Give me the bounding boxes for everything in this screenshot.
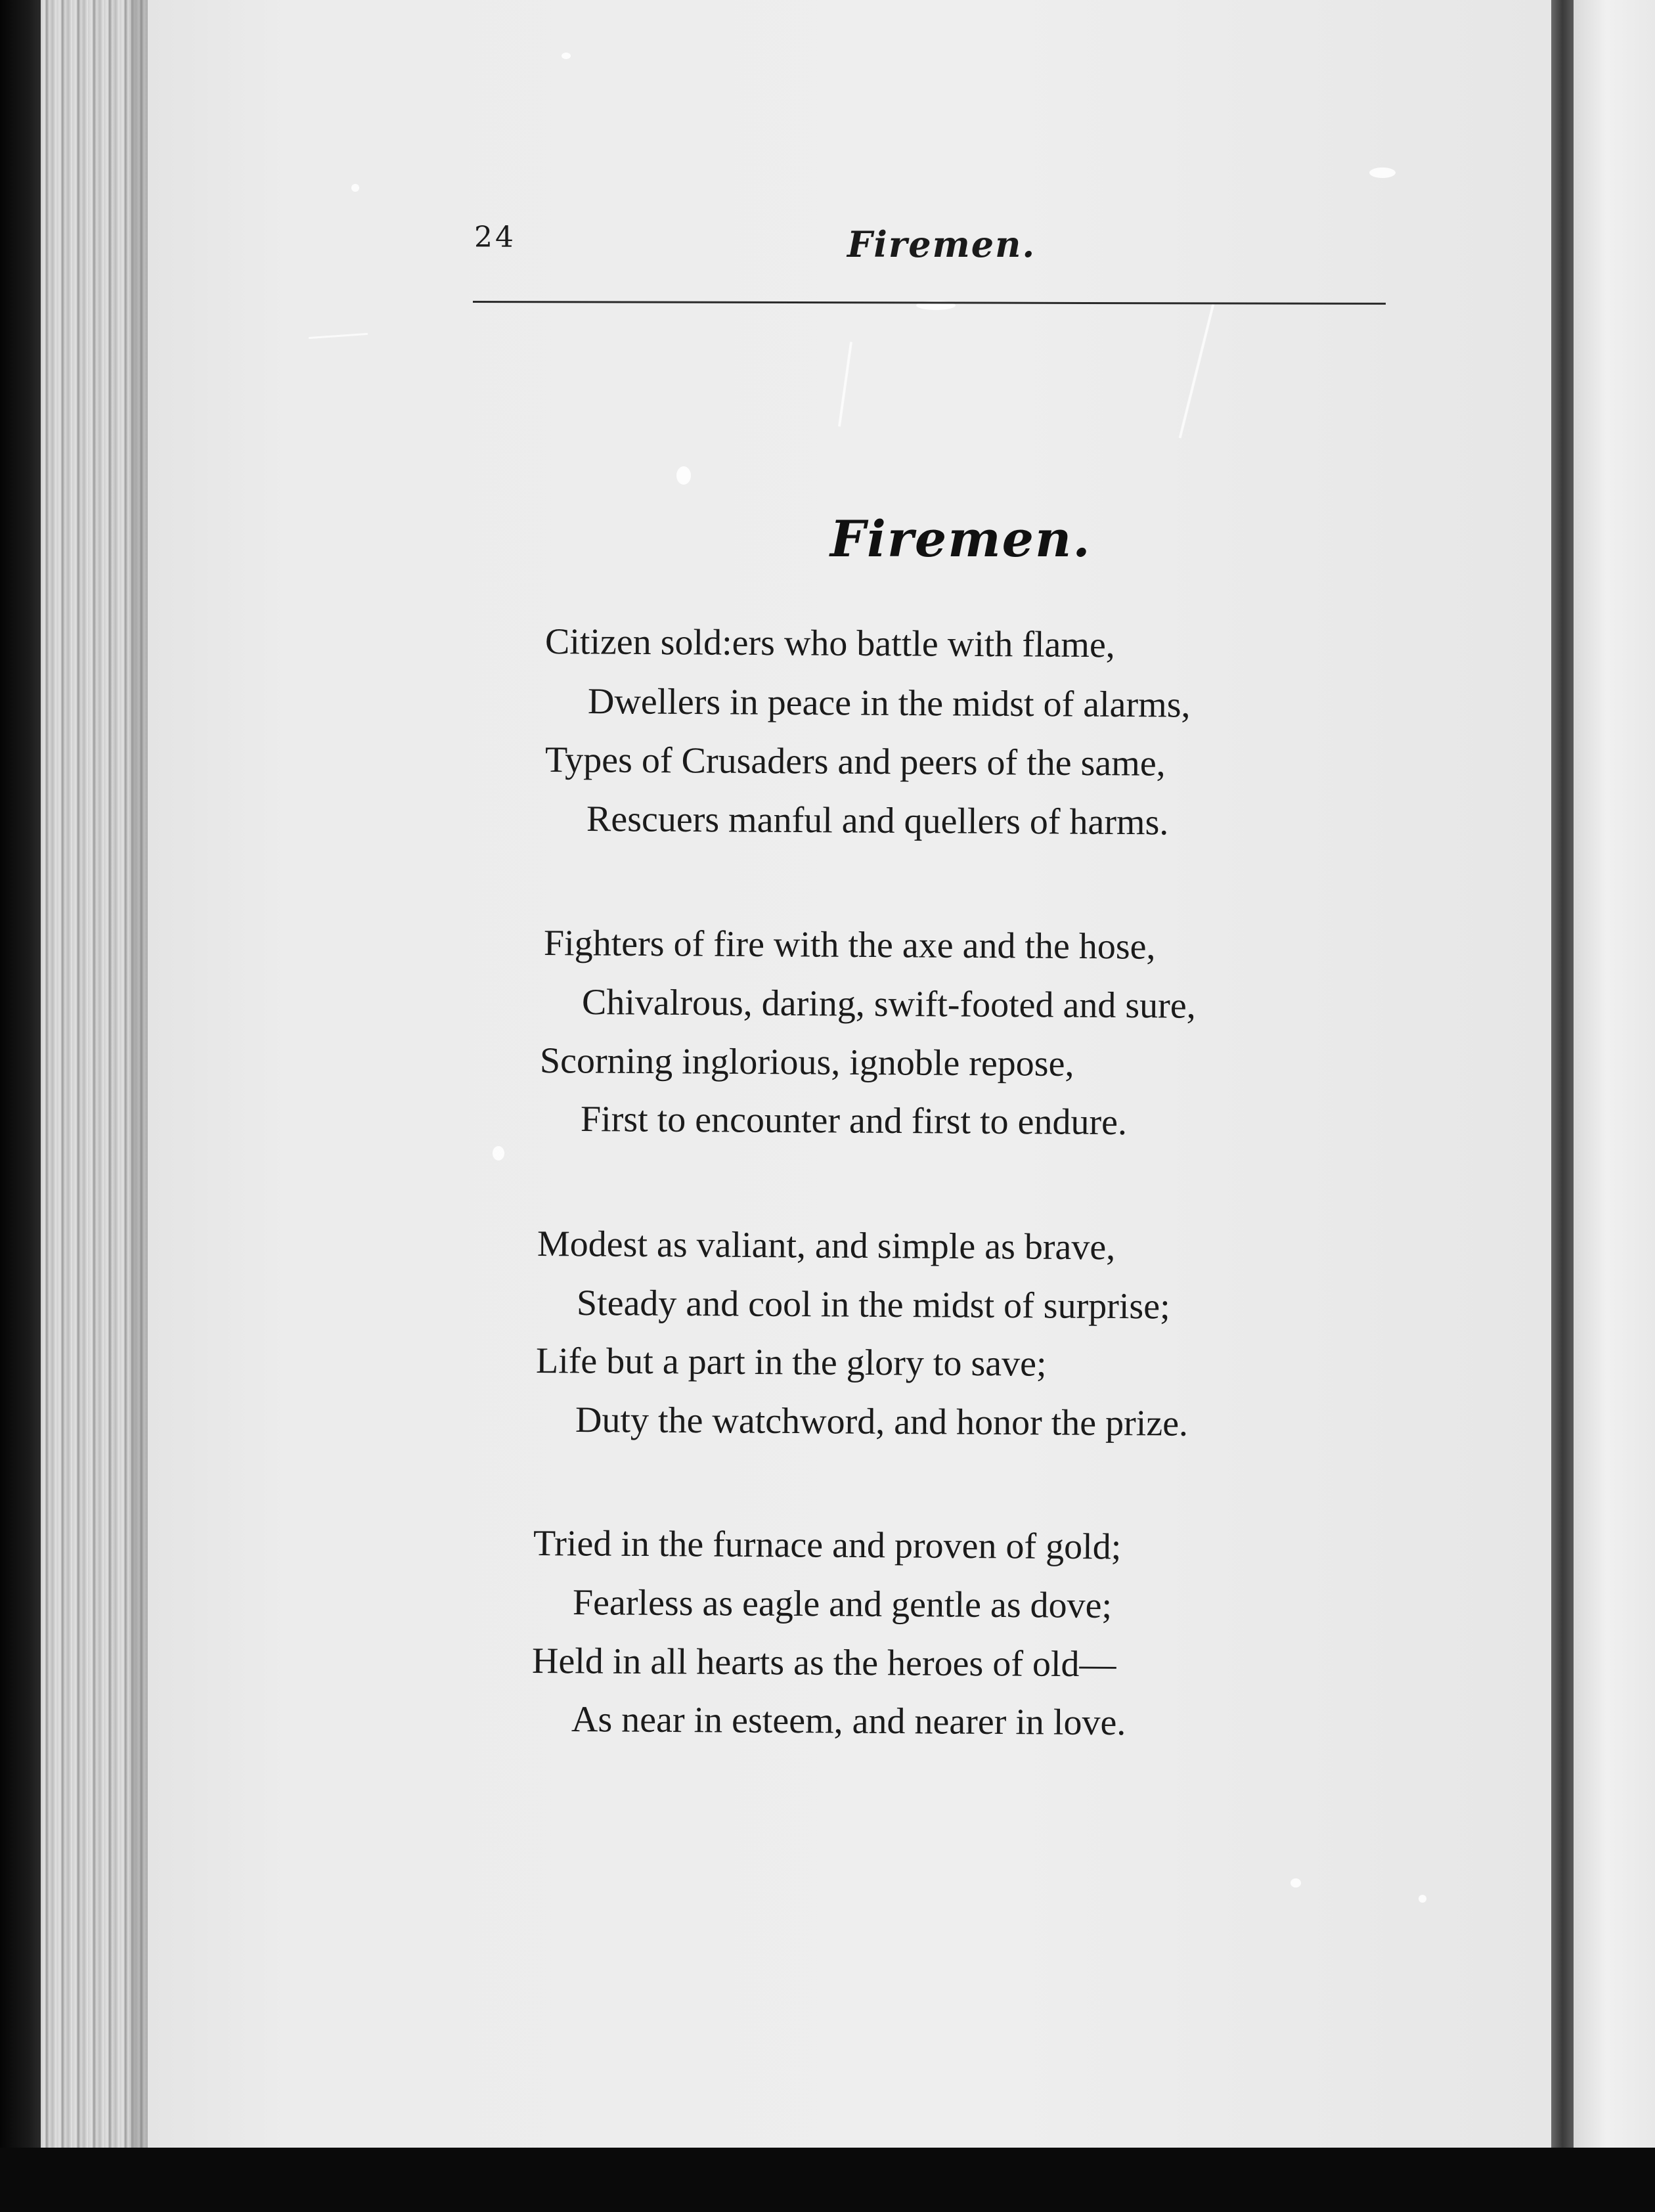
poem-line: Modest as valiant, and simple as brave,	[537, 1224, 1116, 1268]
poem-line: Duty the watchword, and honor the prize.	[575, 1400, 1189, 1444]
poem-line: Chivalrous, daring, swift-footed and sure,	[581, 982, 1196, 1027]
dust-speck	[1419, 1895, 1426, 1903]
poem-line: First to encounter and first to endure.	[580, 1099, 1128, 1143]
poem-line: Held in all hearts as the heroes of old—	[531, 1641, 1116, 1685]
poem-line: Types of Crusaders and peers of the same,	[544, 740, 1166, 784]
dust-speck	[562, 53, 571, 59]
poem-line: As near in esteem, and nearer in love.	[571, 1699, 1126, 1744]
page-number: 24	[474, 221, 516, 254]
scan-bottom-edge	[0, 2148, 1655, 2212]
poem-line: Fearless as eagle and gentle as dove;	[572, 1582, 1113, 1627]
poem-line: Scorning inglorious, ignoble repose,	[539, 1040, 1074, 1084]
dust-speck	[1291, 1878, 1301, 1888]
poem-title: Firemen.	[830, 510, 1092, 568]
dust-speck	[676, 466, 691, 485]
dust-speck	[1369, 167, 1396, 178]
poem-line: Citizen sold:ers who battle with flame,	[544, 621, 1115, 666]
poem-line: Tried in the furnace and proven of gold;	[533, 1523, 1122, 1568]
scan-left-edge	[0, 0, 41, 2212]
poem-line: Dwellers in peace in the midst of alarms,	[587, 681, 1191, 726]
adjacent-page-edge	[1574, 0, 1655, 2161]
poem-line: Life but a part in the glory to save;	[535, 1340, 1047, 1384]
dust-speck	[493, 1146, 504, 1161]
running-head: Firemen.	[847, 223, 1036, 265]
dust-speck	[351, 184, 359, 192]
binding-bar	[1551, 0, 1574, 2161]
poem-line: Rescuers manful and quellers of harms.	[586, 799, 1169, 843]
poem-line: Fighters of fire with the axe and the hose,	[543, 923, 1156, 967]
poem-line: Steady and cool in the midst of surprise;	[576, 1283, 1170, 1327]
